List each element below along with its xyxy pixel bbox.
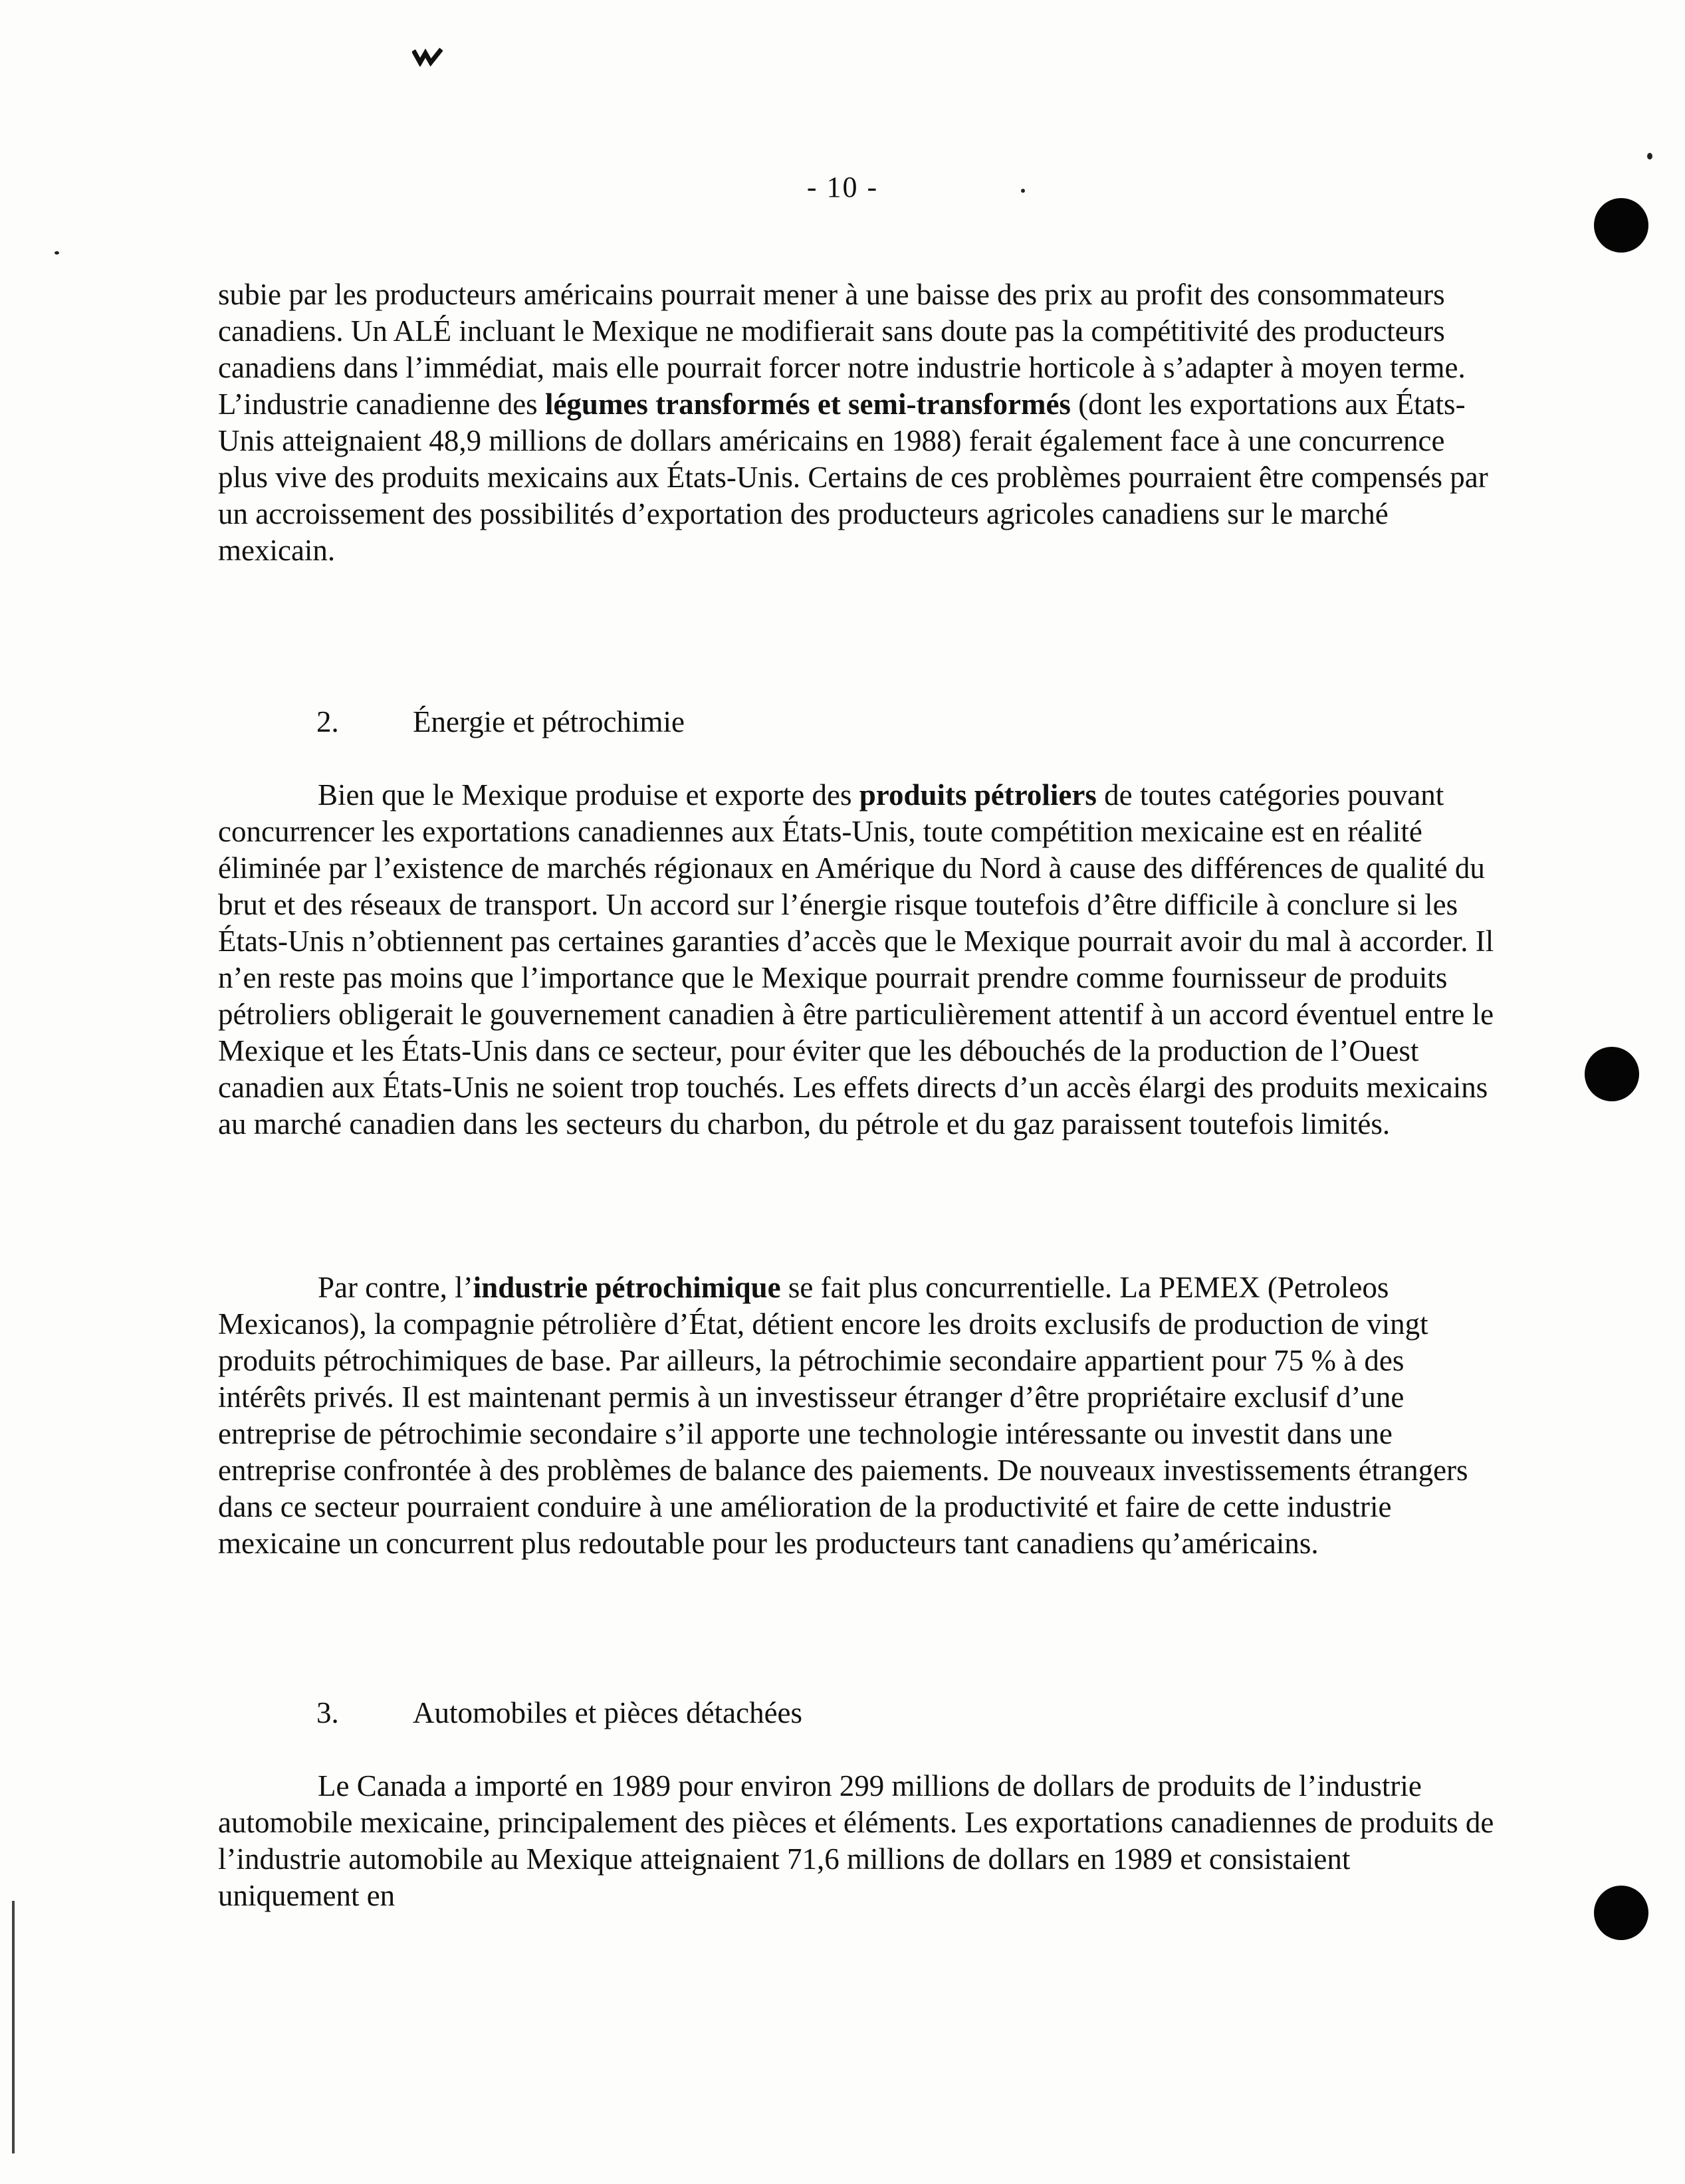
s2p1-emphasis: produits pétroliers xyxy=(859,778,1097,812)
section-2-paragraph-2 xyxy=(218,1269,1494,1562)
scan-speck xyxy=(1647,153,1652,160)
section-3-heading xyxy=(316,1695,802,1731)
s2p2-emphasis: industrie pétrochimique xyxy=(473,1271,781,1304)
scan-mark xyxy=(412,47,443,66)
intro-text-continued: (dont les exportations aux États-Unis atteignaient 48,9 millions de dollars américains en 1988) ferait également face à une concurrence plus vive des produits mexicains aux États-Unis. Certains de ces problèmes pourraient être compensés par un accroissement des possibilités d’exportation des producteurs agricoles canadiens sur le marché mexicain. xyxy=(218,387,1488,567)
section-2-heading xyxy=(316,704,685,740)
punch-hole-middle xyxy=(1585,1047,1639,1101)
page-number: - 10 - xyxy=(806,171,879,203)
section-3-paragraph-1 xyxy=(218,1768,1494,1914)
intro-paragraph xyxy=(218,276,1494,569)
intro-emphasis: légumes transformés et semi-transformés xyxy=(544,387,1071,421)
punch-hole-bottom xyxy=(1594,1886,1648,1940)
s2p1-text-continued: de toutes catégories pouvant concurrencer les exportations canadiennes aux États-Unis, toute compétition mexicaine est en réalité éliminée par l’existence de marchés régionaux en Amérique du Nord à cause des différences de qualité du brut et des réseaux de transport. Un accord sur l’énergie risque toutefois d’être difficile à conclure si les États-Unis n’obtiennent pas certaines garanties d’accès que le Mexique pourrait avoir du mal à accorder. Il n’en reste pas moins que l’importance que le Mexique pourrait prendre comme fournisseur de produits pétroliers obligerait le gouvernement canadien à être particulièrement attentif à un accord éventuel entre le Mexique et les États-Unis dans ce secteur, pour éviter que les débouchés de la production de l’Ouest canadien aux États-Unis ne soient trop touchés. Les effets directs d’un accès élargi des produits mexicains au marché canadien dans les secteurs du charbon, du pétrole et du gaz paraissent toutefois limités. xyxy=(218,778,1494,1141)
s3p1-text: Le Canada a importé en 1989 pour environ 299 millions de dollars de produits de l’industrie automobile mexicaine, principalement des pièces et éléments. Les exportations canadiennes de produits de l’industrie automobile au Mexique atteignaient 71,6 millions de dollars en 1989 et consistaient uniquement en xyxy=(218,1769,1494,1912)
scan-speck xyxy=(55,251,59,255)
section-3-number: 3. xyxy=(316,1696,339,1729)
section-2-title: Énergie et pétrochimie xyxy=(413,705,685,738)
punch-hole-top xyxy=(1594,198,1648,253)
scan-edge-line xyxy=(12,1901,15,2153)
section-3-title: Automobiles et pièces détachées xyxy=(413,1696,803,1729)
s2p1-text: Bien que le Mexique produise et exporte des xyxy=(318,778,859,812)
s2p2-text: Par contre, l’ xyxy=(318,1271,473,1304)
s2p2-text-continued: se fait plus concurrentielle. La PEMEX (Petroleos Mexicanos), la compagnie pétrolière d’État, détient encore les droits exclusifs de production de vingt produits pétrochimiques de base. Par ailleurs, la pétrochimie secondaire appartient pour 75 % à des intérêts privés. Il est maintenant permis à un investisseur étranger d’être propriétaire exclusif d’une entreprise de pétrochimie secondaire s’il apporte une technologie intéressante ou investit dans une entreprise confrontée à des problèmes de balance des paiements. De nouveaux investissements étrangers dans ce secteur pourraient conduire à une amélioration de la productivité et faire de cette industrie mexicaine un concurrent plus redoutable pour les producteurs tant canadiens qu’américains. xyxy=(218,1271,1468,1560)
section-2-number: 2. xyxy=(316,705,339,738)
intro-text: subie par les producteurs américains pourrait mener à une baisse des prix au profit des consommateurs canadiens. Un ALÉ incluant le Mexique ne modifierait sans doute pas la compétitivité des producteurs canadiens dans l’immédiat, mais elle pourrait forcer notre industrie horticole à s’adapter à moyen terme. L’industrie canadienne des xyxy=(218,278,1466,421)
section-2-paragraph-1 xyxy=(218,777,1494,1143)
